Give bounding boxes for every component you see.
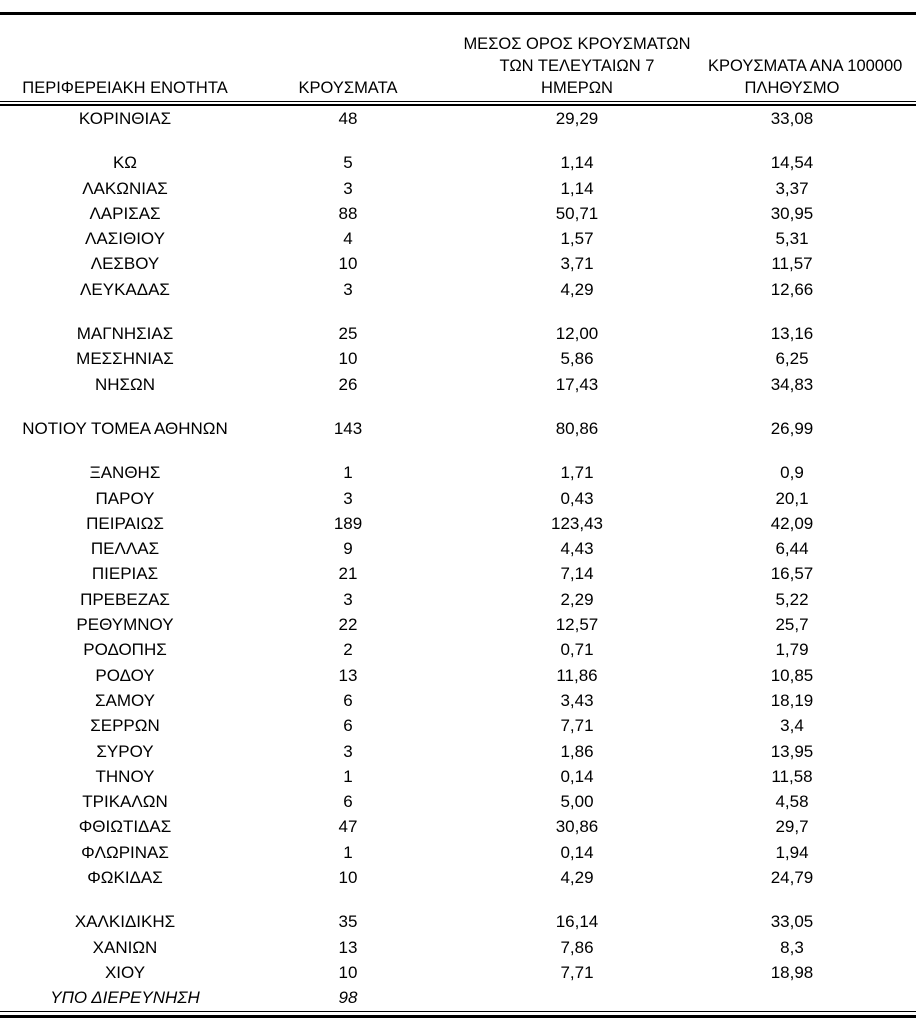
cell-per100k: 5,31: [775, 229, 809, 249]
bottom-rule: [0, 1011, 916, 1018]
cell-region: ΧΑΝΙΩΝ: [92, 937, 158, 957]
cell-avg7: 7,71: [560, 962, 594, 982]
table-row: [0, 150, 916, 175]
cell-cases: 9: [343, 539, 353, 559]
header-avg7-line2: ΤΩΝ ΤΕΛΕΥΤΑΙΩΝ 7: [499, 57, 655, 75]
cell-per100k: 26,99: [770, 418, 814, 438]
cell-per100k: 1,94: [775, 842, 809, 862]
spacer-row: [0, 397, 916, 416]
cell-avg7: 0,71: [560, 640, 594, 660]
cell-per100k: 29,7: [775, 817, 809, 837]
cell-per100k: 34,83: [770, 374, 814, 394]
cell-cases: 1: [343, 766, 353, 786]
cell-cases: 88: [338, 203, 358, 223]
cell-avg7: 2,29: [560, 589, 594, 609]
table-row: [0, 277, 916, 302]
cell-cases: 3: [343, 279, 353, 299]
cell-cases: 3: [343, 488, 353, 508]
cell-per100k: 13,16: [770, 324, 814, 344]
table-row: [0, 789, 916, 814]
spacer-row: [0, 890, 916, 909]
table-row: [0, 321, 916, 346]
header-avg7-line1: ΜΕΣΟΣ ΟΡΟΣ ΚΡΟΥΣΜΑΤΩΝ: [463, 35, 691, 53]
cell-avg7: 50,71: [555, 203, 599, 223]
header-avg7-line3: ΗΜΕΡΩΝ: [541, 79, 613, 97]
cell-cases: 25: [338, 324, 358, 344]
cell-avg7: 0,14: [560, 766, 594, 786]
table-row: [0, 372, 916, 397]
spacer-row: [0, 441, 916, 460]
cell-avg7: 123,43: [551, 513, 603, 533]
cell-cases: 47: [338, 817, 358, 837]
cell-region: ΚΩ: [112, 153, 138, 173]
cell-per100k: 3,4: [780, 716, 804, 736]
cell-cases: 189: [333, 513, 363, 533]
cell-region: ΠΕΙΡΑΙΩΣ: [86, 513, 164, 533]
header-cases: [250, 77, 446, 101]
cell-region: ΝΗΣΩΝ: [94, 374, 156, 394]
cell-avg7: 4,43: [560, 539, 594, 559]
cell-region: ΦΘΙΩΤΙΔΑΣ: [78, 817, 172, 837]
cell-region: ΞΑΝΘΗΣ: [89, 463, 161, 483]
cell-per100k: 12,66: [770, 279, 814, 299]
cell-per100k: 6,25: [775, 349, 809, 369]
cell-region: ΛΑΣΙΘΙΟΥ: [85, 229, 165, 249]
cell-per100k: 30,95: [770, 203, 814, 223]
cell-avg7: 1,71: [560, 463, 594, 483]
table-row: [0, 106, 916, 131]
cell-avg7: 29,29: [555, 109, 599, 128]
cell-region: ΠΑΡΟΥ: [95, 488, 155, 508]
cell-per100k: 14,54: [770, 153, 814, 173]
cell-per100k: 33,08: [770, 109, 814, 128]
table-row: [0, 251, 916, 276]
cell-avg7: 3,43: [560, 690, 594, 710]
cell-region: ΠΡΕΒΕΖΑΣ: [80, 589, 170, 609]
table-row: [0, 865, 916, 890]
cell-per100k: 18,19: [770, 690, 814, 710]
cell-avg7: 1,14: [560, 153, 594, 173]
cell-region: ΛΑΚΩΝΙΑΣ: [82, 178, 168, 198]
cell-avg7: 0,43: [560, 488, 594, 508]
cell-avg7: 1,14: [560, 178, 594, 198]
cell-region: ΦΩΚΙΔΑΣ: [87, 868, 163, 888]
cell-region: ΥΠΟ ΔΙΕΡΕΥΝΗΣΗ: [50, 988, 200, 1008]
table-row: [0, 226, 916, 251]
cell-avg7: 0,14: [560, 842, 594, 862]
cell-per100k: 33,05: [770, 912, 814, 932]
cell-avg7: 7,71: [560, 716, 594, 736]
table-row: [0, 840, 916, 865]
cell-region: ΛΕΣΒΟΥ: [90, 254, 160, 274]
cell-cases: 22: [338, 615, 358, 635]
table-row: [0, 713, 916, 738]
table-row: [0, 637, 916, 662]
table-row: [0, 688, 916, 713]
cell-region: ΧΑΛΚΙΔΙΚΗΣ: [74, 912, 176, 932]
cell-cases: 143: [333, 418, 363, 438]
header-per100k: [708, 55, 903, 101]
cell-cases: 3: [343, 589, 353, 609]
header-avg7: [446, 33, 708, 101]
cell-cases: 4: [343, 229, 353, 249]
cell-region: ΜΕΣΣΗΝΙΑΣ: [76, 349, 174, 369]
cell-avg7: 3,71: [560, 254, 594, 274]
cell-region: ΤΡΙΚΑΛΩΝ: [82, 792, 168, 812]
table-row: [0, 909, 916, 934]
cell-region: ΤΗΝΟΥ: [95, 766, 155, 786]
table-row: [0, 486, 916, 511]
cell-cases: 3: [343, 178, 353, 198]
cell-per100k: 1,79: [775, 640, 809, 660]
cell-per100k: 16,57: [770, 564, 814, 584]
cell-avg7: 5,86: [560, 349, 594, 369]
cell-cases: 98: [338, 988, 358, 1008]
table-row: [0, 561, 916, 586]
cell-avg7: 5,00: [560, 792, 594, 812]
cell-region: ΠΙΕΡΙΑΣ: [91, 564, 159, 584]
cell-cases: 13: [338, 937, 358, 957]
cell-per100k: 42,09: [770, 513, 814, 533]
cell-per100k: 13,95: [770, 741, 814, 761]
table-row: [0, 346, 916, 371]
cell-region: ΧΙΟΥ: [104, 962, 146, 982]
cell-per100k: 10,85: [770, 665, 814, 685]
cell-avg7: 4,29: [560, 279, 594, 299]
cell-cases: 6: [343, 690, 353, 710]
cell-region: ΣΑΜΟΥ: [94, 690, 156, 710]
header-region-label: ΠΕΡΙΦΕΡΕΙΑΚΗ ΕΝΟΤΗΤΑ: [22, 79, 228, 97]
table-body: [0, 106, 916, 1011]
table-row: [0, 587, 916, 612]
table-header: [0, 15, 916, 101]
cell-per100k: 18,98: [770, 962, 814, 982]
cell-cases: 13: [338, 665, 358, 685]
cell-per100k: 8,3: [780, 937, 804, 957]
cell-cases: 48: [338, 109, 358, 128]
table-row: [0, 764, 916, 789]
cell-region: ΡΕΘΥΜΝΟΥ: [76, 615, 174, 635]
cell-cases: 10: [338, 868, 358, 888]
header-cases-label: ΚΡΟΥΣΜΑΤΑ: [298, 79, 398, 97]
cell-region: ΝΟΤΙΟΥ ΤΟΜΕΑ ΑΘΗΝΩΝ: [22, 418, 228, 438]
cell-avg7: 12,00: [555, 324, 599, 344]
header-region: [0, 77, 250, 101]
cell-avg7: 11,86: [556, 665, 598, 685]
cell-avg7: 30,86: [555, 817, 599, 837]
spacer-row: [0, 131, 916, 150]
table-row: [0, 176, 916, 201]
table-row: [0, 985, 916, 1010]
cell-cases: 1: [343, 463, 353, 483]
cell-per100k: 6,44: [775, 539, 809, 559]
cell-region: ΣΥΡΟΥ: [96, 741, 154, 761]
header-per100k-line2: ΠΛΗΘΥΣΜΟ: [744, 79, 840, 97]
cell-cases: 10: [338, 254, 358, 274]
cell-region: ΛΑΡΙΣΑΣ: [89, 203, 161, 223]
cell-region: ΣΕΡΡΩΝ: [90, 716, 160, 736]
cell-region: ΠΕΛΛΑΣ: [90, 539, 160, 559]
cell-cases: 35: [338, 912, 358, 932]
cell-region: ΛΕΥΚΑΔΑΣ: [80, 279, 170, 299]
cell-cases: 10: [338, 349, 358, 369]
table-row: [0, 612, 916, 637]
cell-region: ΡΟΔΟΥ: [95, 665, 155, 685]
cell-per100k: 4,58: [775, 792, 809, 812]
table-row: [0, 536, 916, 561]
cell-cases: 21: [338, 564, 358, 584]
table-row: [0, 814, 916, 839]
cell-region: ΚΟΡΙΝΘΙΑΣ: [78, 109, 172, 128]
cell-cases: 26: [338, 374, 358, 394]
table-row: [0, 460, 916, 485]
table-row: [0, 739, 916, 764]
cell-cases: 1: [343, 842, 353, 862]
spacer-row: [0, 302, 916, 321]
cell-per100k: 11,57: [771, 254, 813, 274]
cell-avg7: 80,86: [555, 418, 599, 438]
cell-avg7: 12,57: [555, 615, 599, 635]
cell-avg7: 16,14: [555, 912, 599, 932]
table-row: [0, 663, 916, 688]
table-row: [0, 416, 916, 441]
cell-per100k: 25,7: [775, 615, 809, 635]
cell-per100k: 20,1: [775, 488, 809, 508]
cell-avg7: 7,14: [560, 564, 594, 584]
cell-per100k: 11,58: [771, 766, 813, 786]
cell-avg7: 4,29: [560, 868, 594, 888]
cell-per100k: 5,22: [775, 589, 809, 609]
cell-cases: 6: [343, 792, 353, 812]
cell-region: ΡΟΔΟΠΗΣ: [83, 640, 167, 660]
cell-per100k: 24,79: [770, 868, 814, 888]
cell-cases: 3: [343, 741, 353, 761]
cell-per100k: 3,37: [775, 178, 809, 198]
table-row: [0, 960, 916, 985]
cell-cases: 6: [343, 716, 353, 736]
cell-region: ΦΛΩΡΙΝΑΣ: [81, 842, 169, 862]
table-row: [0, 935, 916, 960]
header-per100k-line1: ΚΡΟΥΣΜΑΤΑ ΑΝΑ 100000: [708, 57, 903, 75]
cell-cases: 2: [343, 640, 353, 660]
cell-avg7: 17,43: [555, 374, 599, 394]
cell-avg7: 1,57: [560, 229, 594, 249]
cell-per100k: 0,9: [780, 463, 804, 483]
cell-avg7: 7,86: [560, 937, 594, 957]
table-row: [0, 201, 916, 226]
cell-avg7: 1,86: [560, 741, 594, 761]
cell-cases: 10: [338, 962, 358, 982]
cell-cases: 5: [343, 153, 353, 173]
cell-region: ΜΑΓΝΗΣΙΑΣ: [76, 324, 174, 344]
table-row: [0, 511, 916, 536]
